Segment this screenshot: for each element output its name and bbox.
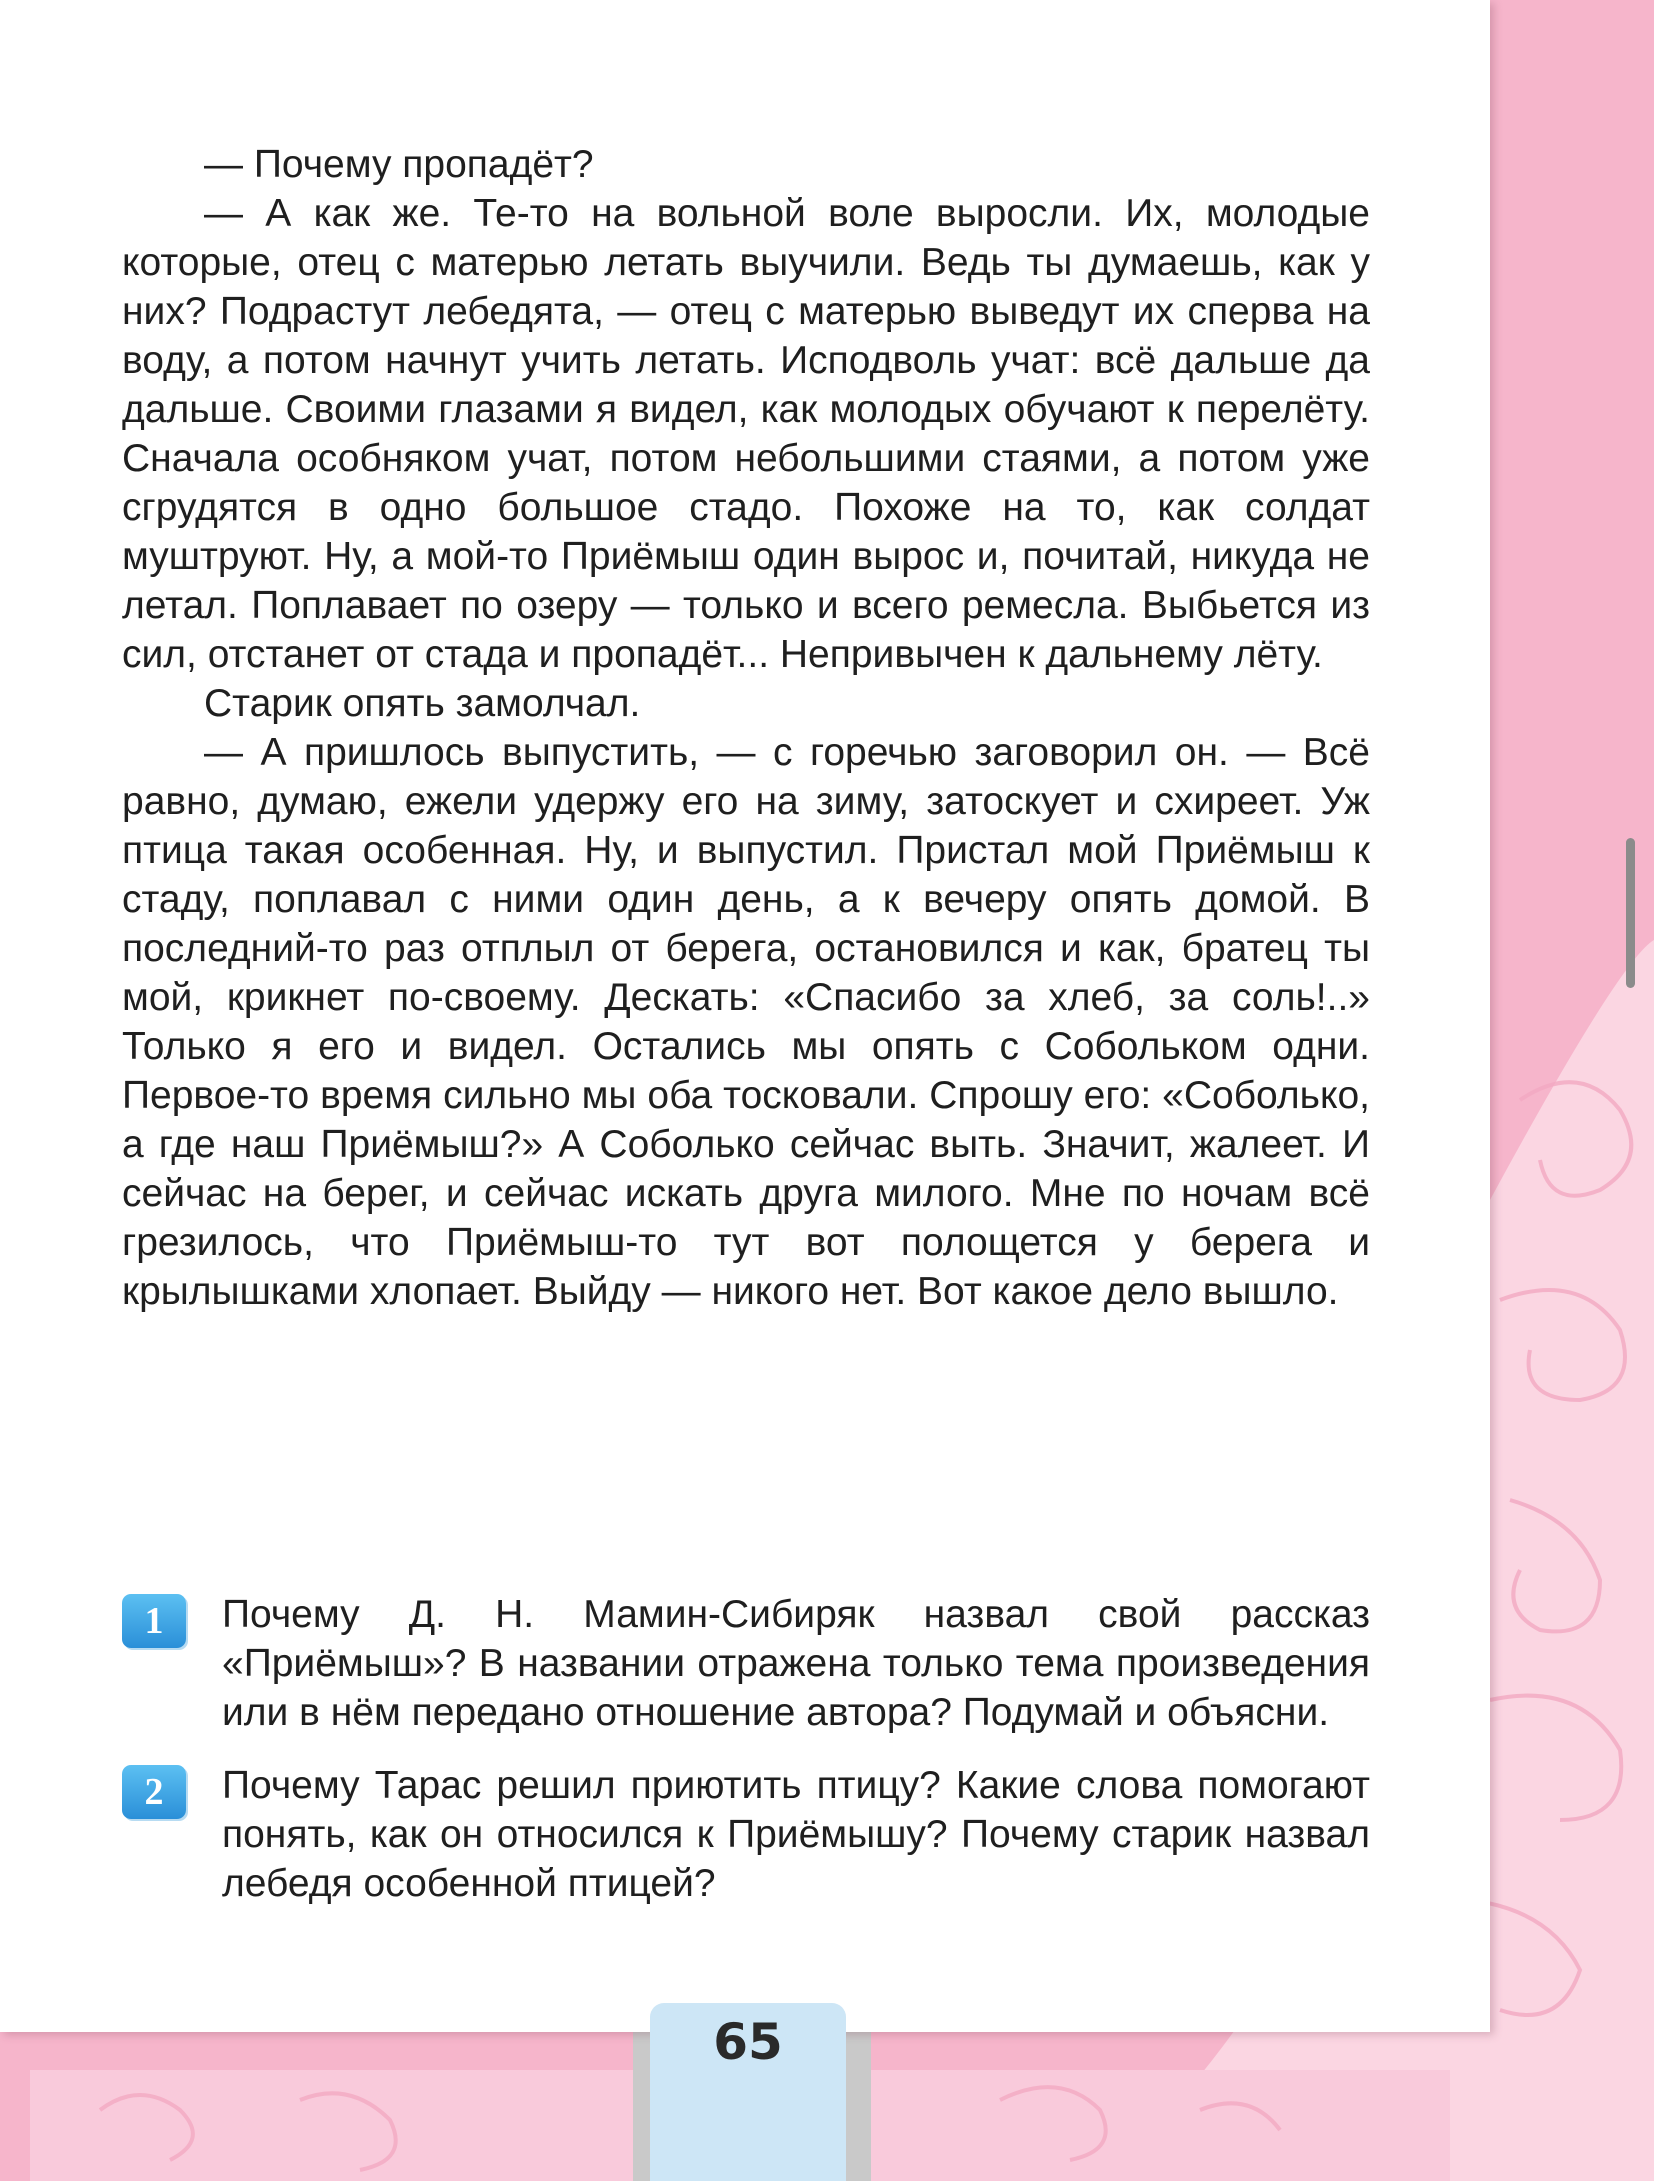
paragraph: Старик опять замолчал. — [204, 682, 641, 725]
question-item — [122, 1590, 1370, 1737]
story-text — [122, 140, 1370, 1316]
paragraph: — А пришлось выпустить, — с горечью заговорил он. — Всё равно, думаю, ежели удержу его на зиму, затоскует и схиреет. Уж птица такая особенная. Ну, и выпустил. Пристал мой Приёмыш к стаду, поплавал с ними один день, а к вечеру опять домой. В последний-то раз отплыл от берега, остановился и как, братец ты мой, крикнет по-своему. Дескать: «Спасибо за хлеб, за соль!..» Только я его и видел. Остались мы опять с Собольком одни. Первое-то время сильно мы оба тосковали. Спрошу его: «Соболько, а где наш Приёмыш?» А Соболько сейчас выть. Значит, жалеет. И сейчас на берег, и сейчас искать друга милого. Мне по ночам всё грезилось, что Приёмыш-то тут вот полощется у берега и крылышками хлопает. Выйду — никого нет. Вот какое дело вышло. — [122, 731, 1370, 1313]
question-number-badge-icon: 1 — [122, 1594, 186, 1648]
question-number-badge-icon: 2 — [122, 1765, 186, 1819]
paragraph: — А как же. Те-то на вольной воле выросли. Их, молодые которые, отец с матерью летать выучили. Ведь ты думаешь, как у них? Подрастут лебедята, — отец с матерью выведут их сперва на воду, а потом начнут учить летать. Исподволь учат: всё дальше да дальше. Своими глазами я видел, как молодых обучают к перелёту. Сначала особняком учат, потом небольшими стаями, а потом уже сгрудятся в одно большое стадо. Похоже на то, как солдат муштруют. Ну, а мой-то Приёмыш один вырос и, почитай, никуда не летал. Поплавает по озеру — только и всего ремесла. Выбьется из сил, отстанет от стада и пропадёт... Непривычен к дальнему лёту. — [122, 192, 1370, 676]
page-number: 65 — [713, 2013, 783, 2071]
questions-section — [122, 1590, 1370, 1932]
paragraph: — Почему пропадёт? — [204, 143, 594, 186]
question-text: Почему Д. Н. Мамин-Сибиряк назвал свой рассказ «Приёмыш»? В названии отражена только тема произведения или в нём передано отношение автора? Подумай и объясни. — [222, 1593, 1370, 1734]
question-item — [122, 1761, 1370, 1908]
page-number-tab — [650, 2003, 846, 2181]
question-text: Почему Тарас решил приютить птицу? Какие слова помогают понять, как он относился к Приёмышу? Почему старик назвал лебедя особенной птицей? — [222, 1764, 1370, 1905]
vertical-scrollbar[interactable] — [1626, 838, 1635, 988]
